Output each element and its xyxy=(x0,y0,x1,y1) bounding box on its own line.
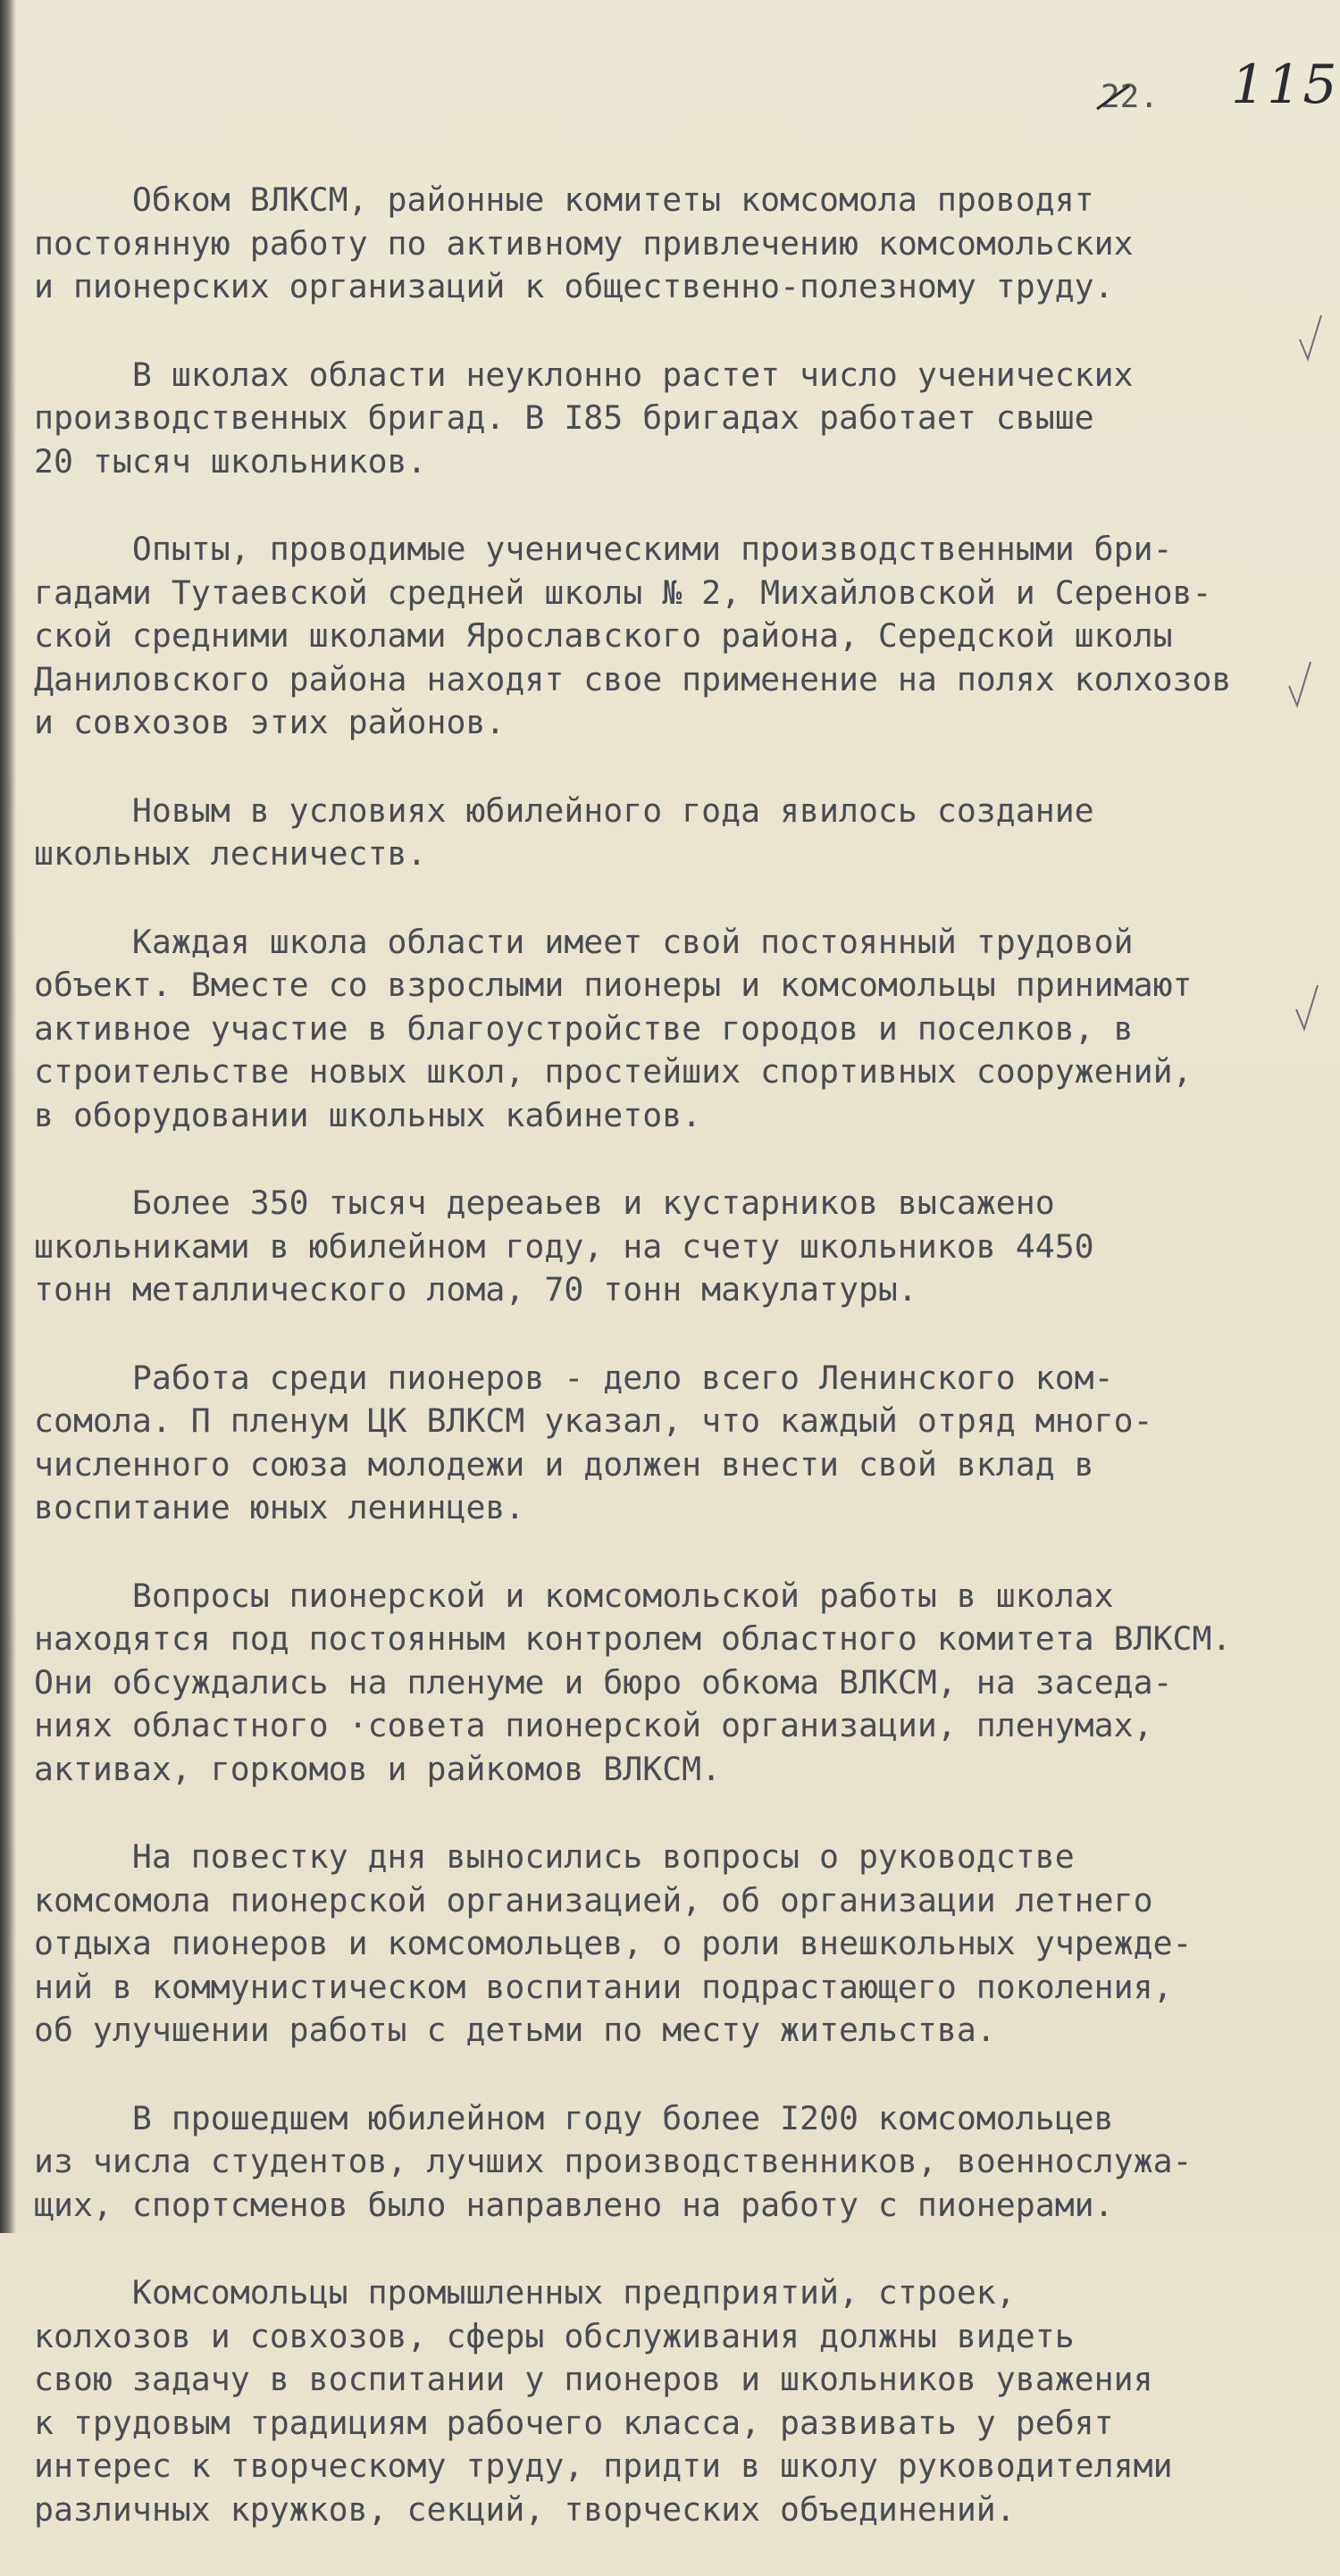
text-line: активное участие в благоустройстве городов и поселков, в xyxy=(34,1008,1134,1048)
text-line: свою задачу в воспитании у пионеров и школьников уважения xyxy=(34,2360,1153,2398)
text-line: численного союза молодежи и должен внести свой вклад в xyxy=(34,1444,1094,1484)
text-line: интерес к творческому труду, придти в школу руководителями xyxy=(34,2446,1173,2485)
paragraph xyxy=(34,921,1329,1138)
text-line: комсомола пионерской организацией, об организации летнего xyxy=(34,1880,1153,1919)
typed-page-number: 22. xyxy=(1101,79,1160,115)
text-line: школьниками в юбилейном году, на счету школьников 4450 xyxy=(34,1226,1094,1266)
paragraph xyxy=(34,179,1329,309)
text-line: Обком ВЛКСМ, районные комитеты комсомола проводят xyxy=(34,180,1094,219)
text-line: и совхозов этих районов. xyxy=(34,703,506,741)
text-line: воспитание юных ленинцев. xyxy=(34,1488,525,1526)
text-line: В школах области неуклонно растет число ученических xyxy=(34,355,1134,394)
text-line: тонн металлического лома, 70 тонн макулатуры. xyxy=(34,1270,917,1309)
text-line: Даниловского района находят свое применение на полях колхозов xyxy=(34,659,1232,698)
text-line: ской средними школами Ярославского района, Середской школы xyxy=(34,616,1173,655)
text-line: Работа среди пионеров - дело всего Ленинского ком- xyxy=(34,1358,1114,1397)
text-line: находятся под постоянным контролем областного комитета ВЛКСМ. xyxy=(34,1619,1232,1658)
text-line: В прошедшем юбилейном году более I200 комсомольцев xyxy=(34,2098,1114,2137)
text-line: в оборудовании школьных кабинетов. xyxy=(34,1095,702,1134)
paragraph xyxy=(34,354,1329,484)
paragraph xyxy=(34,1836,1329,2053)
text-line: Они обсуждались на пленуме и бюро обкома ВЛКСМ, на заседа- xyxy=(34,1662,1173,1702)
text-line: различных кружков, секций, творческих объединений. xyxy=(34,2489,1016,2529)
text-line: Комсомольцы промышленных предприятий, строек, xyxy=(34,2273,1016,2312)
text-line: постоянную работу по активному привлечению комсомольских xyxy=(34,223,1134,263)
text-line: объект. Вместе со взрослыми пионеры и комсомольцы принимают xyxy=(34,966,1193,1004)
text-line: активах, горкомов и райкомов ВЛКСМ. xyxy=(34,1749,722,1788)
handwritten-page-number: 115 xyxy=(1231,54,1339,116)
text-line: колхозов и совхозов, сферы обслуживания должны видеть xyxy=(34,2316,1075,2355)
text-line: Более 350 тысяч дереаьев и кустарников высажено xyxy=(34,1183,1055,1222)
text-line: об улучшении работы с детьми по месту жительства. xyxy=(34,2011,996,2049)
text-line: Вопросы пионерской и комсомольской работы в школах xyxy=(34,1576,1114,1615)
text-line: щих, спортсменов было направлено на работу с пионерами. xyxy=(34,2185,1114,2224)
text-line: 20 тысяч школьников. xyxy=(34,441,427,481)
binding-shadow xyxy=(0,0,16,2233)
text-line: школьных лесничеств. xyxy=(34,834,427,873)
text-line: Опыты, проводимые ученическими производственными бри- xyxy=(34,530,1173,568)
paragraph xyxy=(34,1575,1329,1792)
paragraph xyxy=(34,1357,1329,1530)
paragraph xyxy=(34,1182,1329,1312)
paragraph xyxy=(34,2271,1329,2531)
text-line: строительстве новых школ, простейших спортивных сооружений, xyxy=(34,1052,1193,1091)
text-line: отдыха пионеров и комсомольцев, о роли внешкольных учрежде- xyxy=(34,1924,1193,1962)
text-line: гадами Тутаевской средней школы № 2, Михайловской и Серенов- xyxy=(34,573,1212,612)
text-line: ниях областного ·совета пионерской организации, пленумах, xyxy=(34,1706,1153,1744)
paragraph xyxy=(34,2097,1329,2228)
paragraph xyxy=(34,790,1329,876)
text-line: Каждая школа области имеет свой постоянный трудовой xyxy=(34,922,1134,961)
text-line: Новым в условиях юбилейного года явилось создание xyxy=(34,790,1094,830)
text-line: ний в коммунистическом воспитании подрастающего поколения, xyxy=(34,1967,1173,2006)
text-line: производственных бригад. В I85 бригадах работает свыше xyxy=(34,398,1094,437)
text-line: из числа студентов, лучших производственников, военнослужа- xyxy=(34,2142,1193,2180)
text-line: и пионерских организаций к общественно-полезному труду. xyxy=(34,267,1114,305)
text-line: к трудовым традициям рабочего класса, развивать у ребят xyxy=(34,2403,1114,2442)
text-line: сомола. П пленум ЦК ВЛКСМ указал, что каждый отряд много- xyxy=(34,1401,1153,1440)
text-line: На повестку дня выносились вопросы о руководстве xyxy=(34,1837,1075,1876)
document-body xyxy=(34,179,1329,2576)
paragraph xyxy=(34,528,1329,745)
